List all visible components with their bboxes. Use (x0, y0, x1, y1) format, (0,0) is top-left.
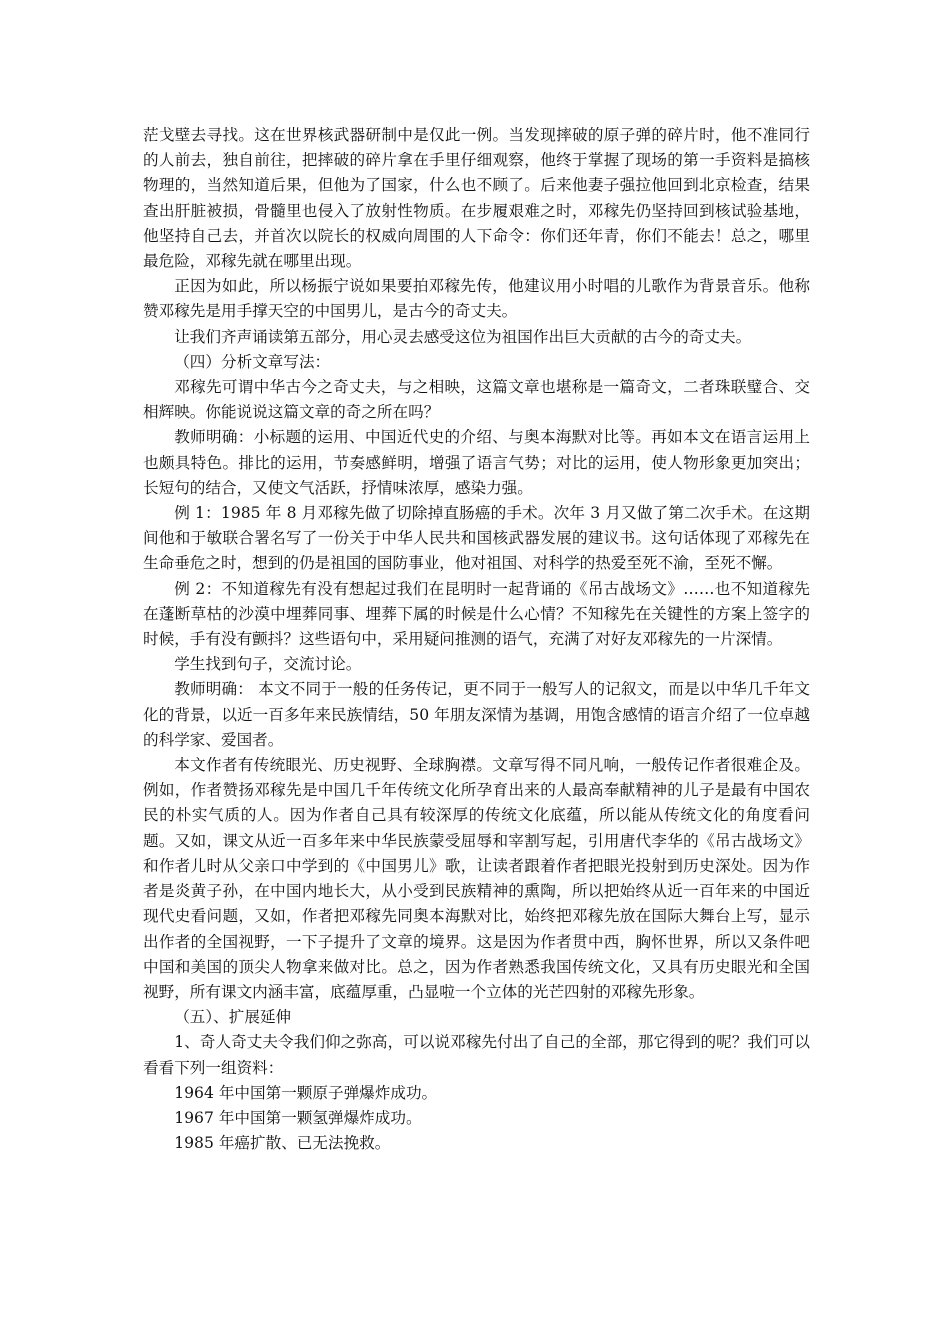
paragraph: 教师明确：小标题的运用、中国近代史的介绍、与奥本海默对比等。再如本文在语言运用上也颇具特色。排比的运用，节奏感鲜明，增强了语言气势；对比的运用，使人物形象更加突出；长短句的结合，又使文气活跃，抒情味浓厚，感染力强。 (143, 428, 810, 497)
paragraph: 正因为如此，所以杨振宁说如果要拍邓稼先传，他建议用小时唱的儿歌作为背景音乐。他称赞邓稼先是用手撑天空的中国男儿，是古今的奇丈夫。 (143, 277, 810, 321)
paragraph: 邓稼先可谓中华古今之奇丈夫，与之相映，这篇文章也堪称是一篇奇文，二者珠联璧合、交相辉映。你能说说这篇文章的奇之所在吗？ (143, 378, 810, 422)
list-item: 1964 年中国第一颗原子弹爆炸成功。 (174, 1083, 438, 1102)
paragraph-continued: 茫戈壁去寻找。这在世界核武器研制中是仅此一例。当发现摔破的原子弹的碎片时，他不准同行的人前去，独自前往，把摔破的碎片拿在手里仔细观察，他终于掌握了现场的第一手资料是搞核物理的，当然知道后果，但他为了国家，什么也不顾了。后来他妻子强拉他回到北京检查，结果查出肝脏被损，骨髓里也侵入了放射性物质。在步履艰难之时，邓稼先仍坚持回到核试验基地，他坚持自己去，并首次以院长的权威向周围的人下命令：你们还年青，你们不能去！总之，哪里最危险，邓稼先就在哪里出现。 (143, 126, 810, 271)
paragraph: 教师明确： 本文不同于一般的任务传记，更不同于一般写人的记叙文，而是以中华几千年文化的背景，以近一百多年来民族情结，50 年朋友深情为基调，用饱含感情的语言介绍了一位卓越的科学家、爱国者。 (143, 680, 810, 749)
paragraph: 例 2：不知道稼先有没有想起过我们在昆明时一起背诵的《吊古战场文》……也不知道稼先在蓬断草枯的沙漠中埋葬同事、埋葬下属的时候是什么心情？不知稼先在关键性的方案上签字的时候，手有没有颤抖？这些语句中，采用疑问推测的语气，充满了对好友邓稼先的一片深情。 (143, 579, 810, 649)
section-heading: （五）、扩展延伸 (174, 1008, 292, 1027)
list-item: 1985 年癌扩散、已无法挽救。 (174, 1134, 391, 1153)
document-body (143, 123, 810, 1156)
paragraph: 1、奇人奇丈夫令我们仰之弥高，可以说邓稼先付出了自己的全部，那它得到的呢？我们可以看看下列一组资料： (143, 1033, 810, 1077)
paragraph: 让我们齐声诵读第五部分，用心灵去感受这位为祖国作出巨大贡献的古今的奇丈夫。 (174, 327, 752, 346)
paragraph: 本文作者有传统眼光、历史视野、全球胸襟。文章写得不同凡响，一般传记作者很难企及。例如，作者赞扬邓稼先是中国几千年传统文化所孕育出来的人最高奉献精神的儿子是最有中国农民的朴实气质的人。因为作者自己具有较深厚的传统文化底蕴，所以能从传统文化的角度看问题。又如，课文从近一百多年来中华民族蒙受屈辱和宰割写起，引用唐代李华的《吊古战场文》和作者儿时从父亲口中学到的《中国男儿》歌，让读者跟着作者把眼光投射到历史深处。因为作者是炎黄子孙，在中国内地长大，从小受到民族精神的熏陶，所以把始终从近一百年来的中国近现代史看问题，又如，作者把邓稼先同奥本海默对比，始终把邓稼先放在国际大舞台上写，显示出作者的全国视野，一下子提升了文章的境界。这是因为作者贯中西，胸怀世界，所以又条件吧中国和美国的顶尖人物拿来做对比。总之，因为作者熟悉我国传统文化，又具有历史眼光和全国视野，所有课文内涵丰富，底蕴厚重，凸显啦一个立体的光芒四射的邓稼先形象。 (143, 756, 810, 1001)
paragraph: 学生找到句子，交流讨论。 (174, 655, 362, 674)
paragraph: 例 1：1985 年 8 月邓稼先做了切除掉直肠癌的手术。次年 3 月又做了第二次手术。在这期间他和于敏联合署名写了一份关于中华人民共和国核武器发展的建议书。这句话体现了邓稼先在生命垂危之时，想到的仍是祖国的国防事业，他对祖国、对科学的热爱至死不渝，至死不懈。 (143, 504, 810, 573)
list-item: 1967 年中国第一颗氢弹爆炸成功。 (174, 1108, 422, 1127)
section-heading: （四）分析文章写法： (174, 352, 331, 371)
